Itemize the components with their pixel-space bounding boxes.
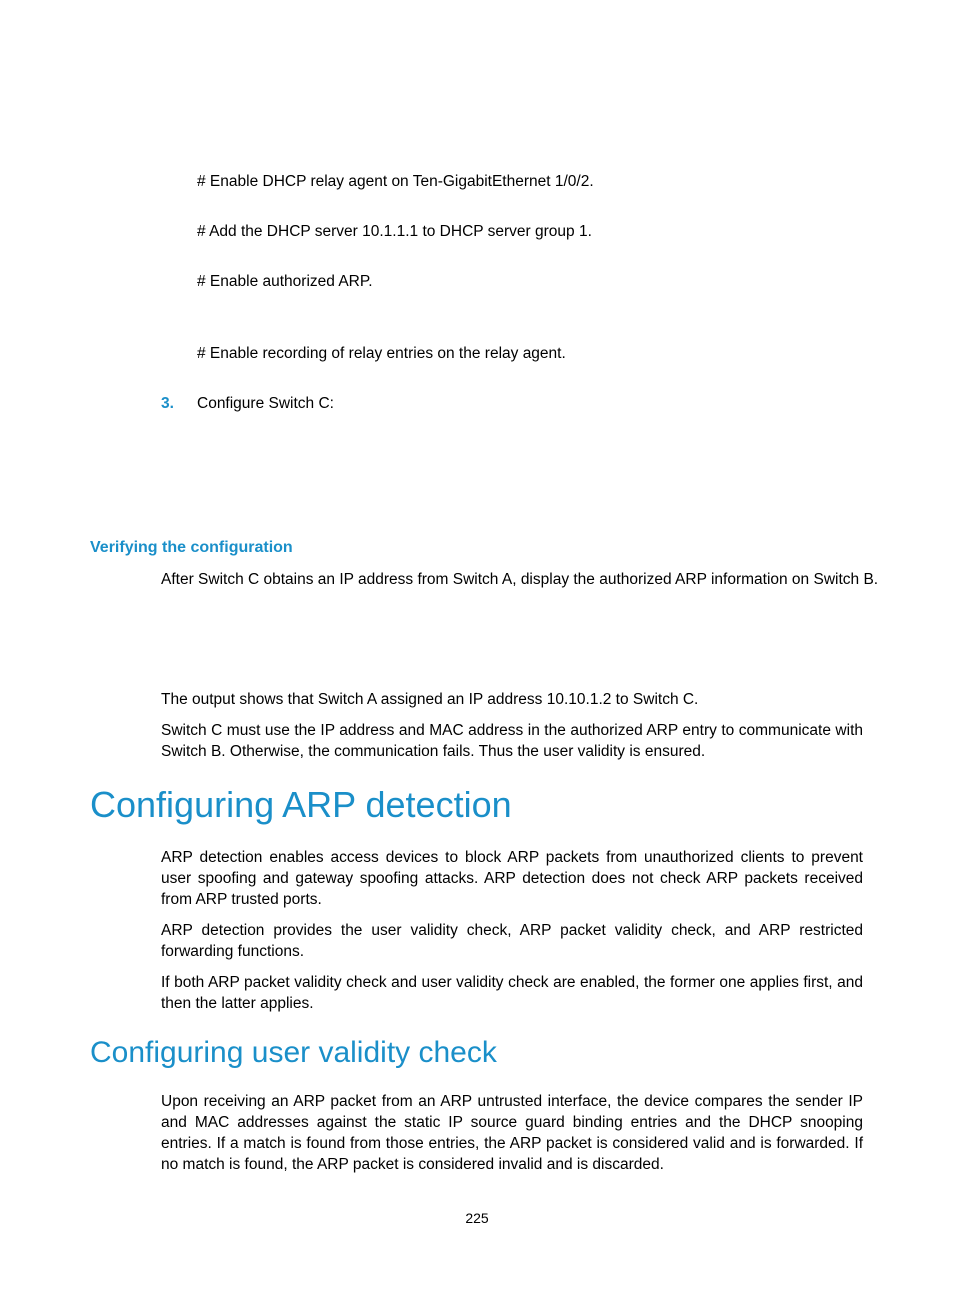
verify-output-paragraph: The output shows that Switch A assigned an IP address 10.10.1.2 to Switch C. (161, 691, 699, 708)
step-enable-dhcp-relay: # Enable DHCP relay agent on Ten-GigabitEthernet 1/0/2. (197, 173, 594, 190)
page-number: 225 (465, 1210, 489, 1226)
step-enable-recording: # Enable recording of relay entries on the relay agent. (197, 345, 566, 362)
user-validity-paragraph: Upon receiving an ARP packet from an ARP untrusted interface, the device compares the sender IP and MAC addresses against the static IP source guard binding entries and the DHCP snooping entries. If a match is found from those entries, the ARP packet is considered valid and is forwarded. If no match is found, the ARP packet is considered invalid and is discarded. (161, 1093, 863, 1173)
list-item-text: Configure Switch C: (197, 395, 334, 412)
arp-detection-paragraph-3: If both ARP packet validity check and user validity check are enabled, the former one applies first, and then the latter applies. (161, 974, 863, 1012)
arp-detection-paragraph-2: ARP detection provides the user validity check, ARP packet validity check, and ARP restricted forwarding functions. (161, 922, 863, 960)
list-number: 3. (161, 395, 174, 412)
step-enable-authorized-arp: # Enable authorized ARP. (197, 273, 373, 290)
section-title-user-validity: Configuring user validity check (90, 1036, 497, 1069)
step-add-dhcp-server: # Add the DHCP server 10.1.1.1 to DHCP server group 1. (197, 223, 592, 240)
arp-detection-paragraph-1: ARP detection enables access devices to block ARP packets from unauthorized clients to prevent user spoofing and gateway spoofing attacks. ARP detection does not check ARP packets received from ARP trusted ports. (161, 849, 863, 908)
verify-validity-paragraph: Switch C must use the IP address and MAC address in the authorized ARP entry to communicate with Switch B. Otherwise, the communication fails. Thus the user validity is ensured. (161, 722, 863, 760)
list-item-configure-switch-c (161, 393, 174, 414)
section-heading-verifying: Verifying the configuration (90, 539, 293, 556)
page-title-arp-detection: Configuring ARP detection (90, 784, 512, 825)
verify-intro-paragraph: After Switch C obtains an IP address from Switch A, display the authorized ARP information on Switch B. (161, 571, 879, 588)
